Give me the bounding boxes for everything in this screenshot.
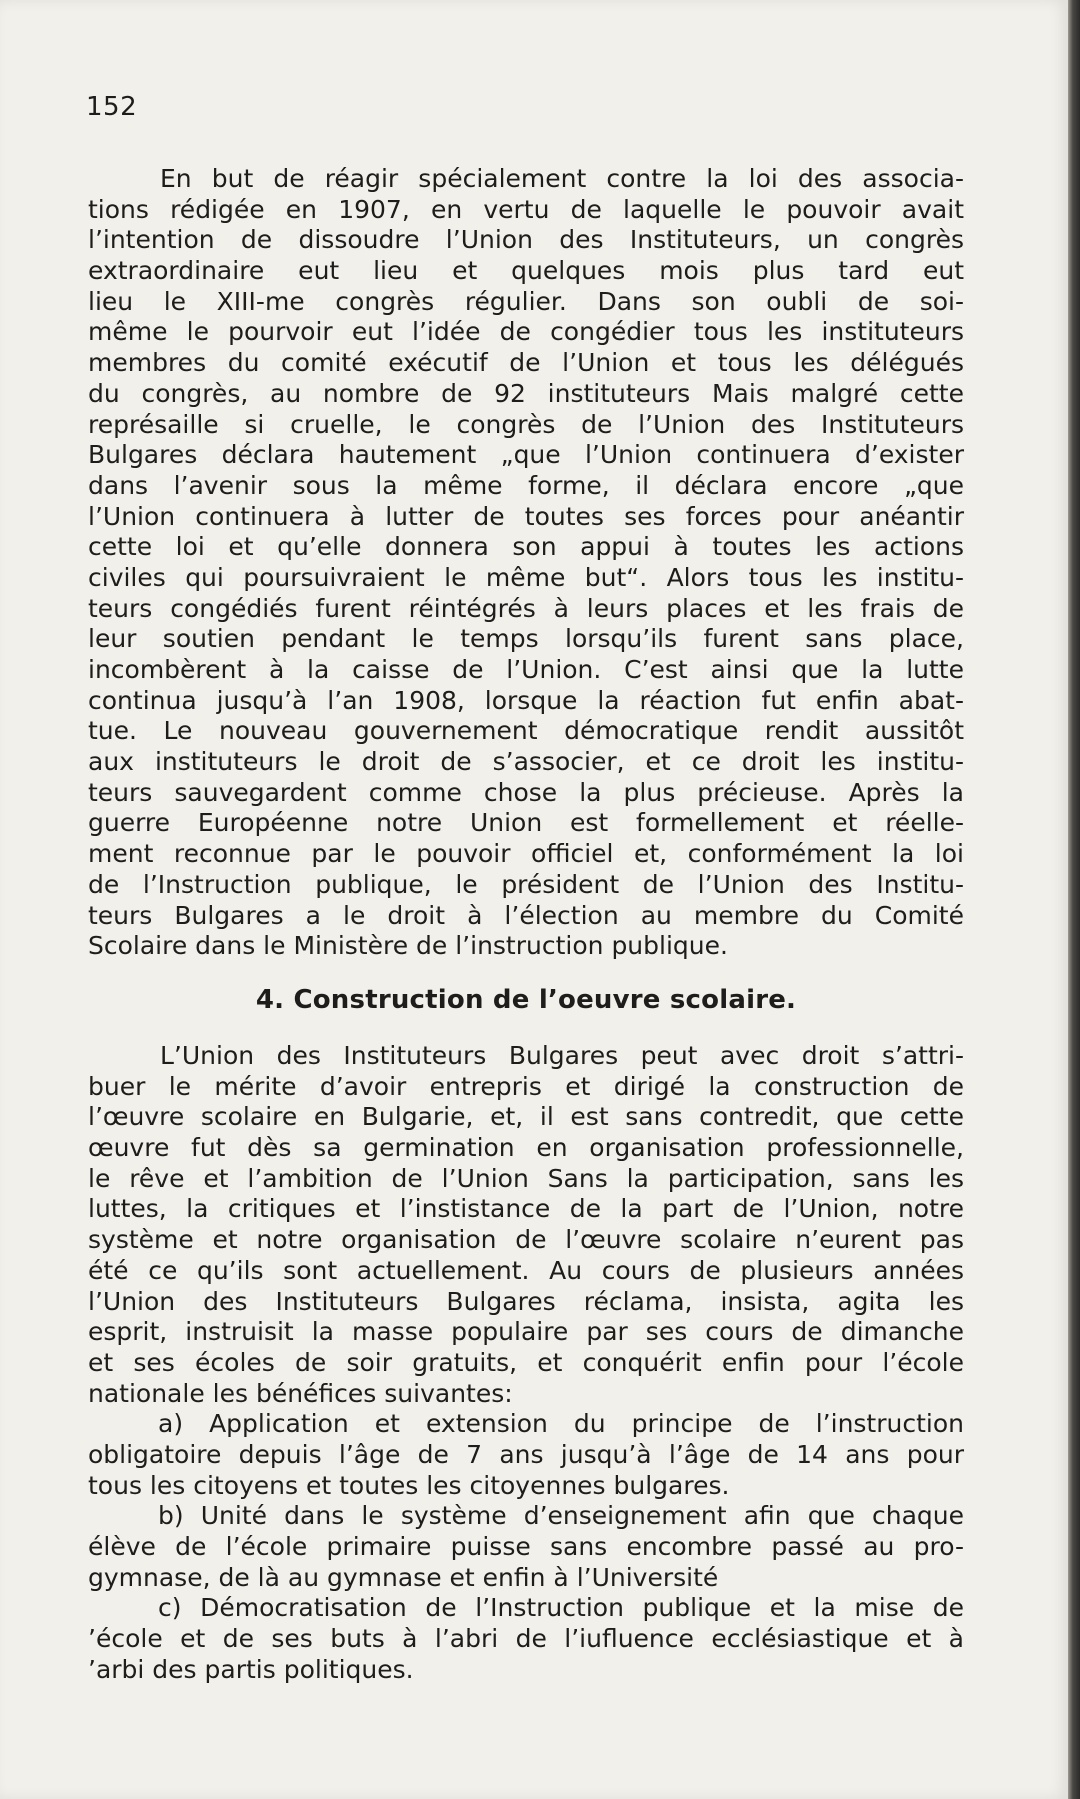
text-line: et ses écoles de soir gratuits, et conquérit enfin pour l’école [88, 1347, 964, 1377]
text-line: dans l’avenir sous la même forme, il déclara encore „que [88, 470, 964, 500]
text-line: été ce qu’ils sont actuellement. Au cours de plusieurs années [88, 1255, 964, 1285]
text-line: leur soutien pendant le temps lorsqu’ils furent sans place, [88, 624, 964, 654]
text-line: incombèrent à la caisse de l’Union. C’est ainsi que la lutte [88, 655, 964, 684]
text-line: du congrès, au nombre de 92 instituteurs Mais malgré cette [88, 378, 964, 408]
text-line: lieu le XIII-me congrès régulier. Dans son oubli de soi- [88, 286, 964, 316]
text-line: cette loi et qu’elle donnera son appui à toutes les actions [88, 532, 964, 562]
list-item-c: c) Démocratisation de l’Instruction publique et la mise de [158, 1593, 964, 1623]
text-line: élève de l’école primaire puisse sans encombre passé au pro- [88, 1532, 964, 1561]
text-line: aux instituteurs le droit de s’associer, et ce droit les institu- [88, 747, 964, 777]
text-line: esprit, instruisit la masse populaire par ses cours de dimanche [88, 1317, 964, 1347]
list-item-a: a) Application et extension du principe de l’instruction [158, 1409, 964, 1439]
text-line: l’intention de dissoudre l’Union des Instituteurs, un congrès [88, 225, 964, 255]
text-line: obligatoire depuis l’âge de 7 ans jusqu’à l’âge de 14 ans pour [88, 1439, 964, 1469]
text-line: tue. Le nouveau gouvernement démocratique rendit aussitôt [88, 716, 964, 746]
text-line: l’œuvre scolaire en Bulgarie, et, il est sans contredit, que cette [88, 1102, 964, 1132]
text-line: buer le mérite d’avoir entrepris et dirigé la construction de [88, 1071, 964, 1101]
text-line: L’Union des Instituteurs Bulgares peut avec droit s’attri- [160, 1041, 964, 1070]
book-binding-edge [1068, 0, 1080, 1799]
text-line: extraordinaire eut lieu et quelques mois plus tard eut [88, 256, 964, 286]
page-number: 152 [86, 92, 138, 122]
text-line: ’arbi des partis politiques. [88, 1654, 414, 1684]
text-line: l’Union continuera à lutter de toutes ses forces pour anéantir [88, 501, 964, 531]
text-line: gymnase, de là au gymnase et enfin à l’Université [88, 1562, 719, 1592]
text-line: le rêve et l’ambition de l’Union Sans la participation, sans les [88, 1163, 964, 1193]
text-line: continua jusqu’à l’an 1908, lorsque la réaction fut enfin abat- [88, 685, 964, 715]
text-line: système et notre organisation de l’œuvre scolaire n’eurent pas [88, 1225, 964, 1255]
section-heading: 4. Construction de l’oeuvre scolaire. [255, 985, 797, 1015]
text-line: nationale les bénéfices suivantes: [88, 1378, 513, 1408]
list-item-b: b) Unité dans le système d’enseignement afin que chaque [158, 1501, 964, 1531]
text-line: l’Union des Instituteurs Bulgares réclama, insista, agita les [88, 1286, 964, 1316]
text-line: œuvre fut dès sa germination en organisation professionnelle, [88, 1133, 964, 1163]
text-line: membres du comité exécutif de l’Union et tous les délégués [88, 348, 964, 378]
text-line: luttes, la critiques et l’instistance de la part de l’Union, notre [88, 1194, 964, 1224]
text-line: même le pourvoir eut l’idée de congédier tous les instituteurs [88, 317, 964, 347]
text-line: tous les citoyens et toutes les citoyennes bulgares. [88, 1470, 730, 1500]
text-line: teurs Bulgares a le droit à l’élection au membre du Comité [88, 900, 964, 930]
text-line: teurs sauvegardent comme chose la plus précieuse. Après la [88, 777, 964, 807]
text-line: Scolaire dans le Ministère de l’instruction publique. [88, 931, 728, 961]
paragraph-1 [88, 164, 964, 962]
text-line: guerre Européenne notre Union est formellement et réelle- [88, 808, 964, 838]
text-line: représaille si cruelle, le congrès de l’Union des Instituteurs [88, 409, 964, 439]
text-line: de l’Instruction publique, le président de l’Union des Institu- [88, 869, 964, 899]
text-line: teurs congédiés furent réintégrés à leurs places et les frais de [88, 593, 964, 623]
text-line: tions rédigée en 1907, en vertu de laquelle le pouvoir avait [88, 194, 964, 224]
text-line: ’école et de ses buts à l’abri de l’iufluence ecclésiastique et à [88, 1624, 964, 1654]
text-line: ment reconnue par le pouvoir officiel et, conformément la loi [88, 839, 964, 869]
text-line: En but de réagir spécialement contre la loi des associa- [160, 164, 964, 193]
text-line: civiles qui poursuivraient le même but“. Alors tous les institu- [88, 562, 964, 592]
paragraph-2 [88, 1041, 964, 1685]
text-line: Bulgares déclara hautement „que l’Union continuera d’exister [88, 440, 964, 470]
